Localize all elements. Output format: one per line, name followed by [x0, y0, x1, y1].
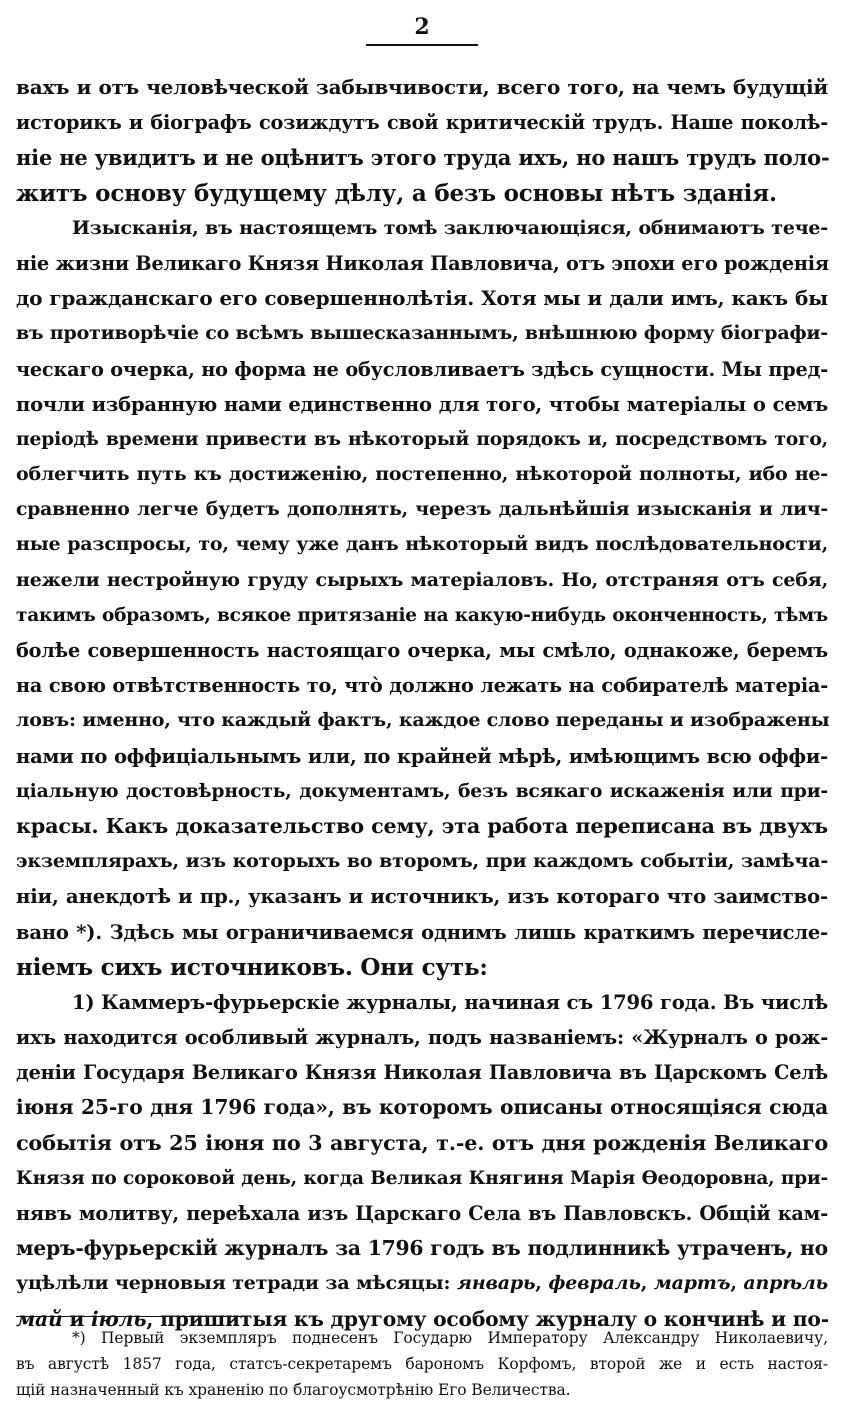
connector: и	[62, 1306, 92, 1331]
text-line: меръ-фурьерскій журналъ за 1796 годъ въ подлинникѣ утраченъ, но	[16, 1236, 828, 1261]
italic-month: январь	[456, 1272, 536, 1295]
text-line: до гражданскаго его совершеннолѣтія. Хотя мы и дали имъ, какъ бы	[16, 286, 828, 311]
italic-month: іюль	[91, 1306, 147, 1331]
italic-month: февраль	[548, 1272, 641, 1295]
footnote-line: щій назначенный къ храненію по благоусмотрѣнію Его Величества.	[16, 1381, 571, 1399]
text-line: событія отъ 25 іюня по 3 августа, т.-е. отъ дня рожденія Великаго	[16, 1130, 828, 1155]
text-line: житъ основу будущему дѣлу, а безъ основы нѣтъ зданія.	[16, 179, 777, 207]
document-page	[16, 0, 828, 1420]
text-line: ніе не увидитъ и не оцѣнитъ этого труда ихъ, но нашъ трудъ поло-	[16, 145, 830, 171]
text-line: облегчить путь къ достиженію, постепенно, нѣкоторой полноты, ибо не-	[16, 463, 828, 486]
text-line: ніи, анекдотѣ и пр., указанъ и источникъ, изъ котораго что заимство-	[16, 884, 828, 909]
text-line: періодѣ времени привести въ нѣкоторый порядокъ и, посредствомъ того,	[16, 427, 828, 450]
text-line: ніемъ сихъ источниковъ. Они суть:	[16, 953, 488, 981]
header-rule	[366, 44, 478, 46]
text-line: Князя по сороковой день, когда Великая Княгиня Марія Ѳеодоровна, при-	[16, 1167, 828, 1189]
italic-month: май	[16, 1306, 63, 1331]
paragraph-2	[16, 211, 828, 985]
text-line: нами по оффиціальнымъ или, по крайней мѣрѣ, имѣющимъ всю оффи-	[16, 744, 828, 768]
text-line: почли избранную нами единственно для того, чтобы матеріалы о семъ	[16, 392, 828, 416]
text-line: деніи Государя Великаго Князя Николая Павловича въ Царскомъ Селѣ	[16, 1061, 828, 1085]
text-line: ные разспросы, то, чему уже данъ нѣкоторый видъ послѣдовательности,	[16, 533, 828, 556]
connector: ,	[535, 1272, 549, 1295]
text-line: ихъ находится особливый журналъ, подъ названіемъ: «Журналъ о рож-	[16, 1026, 828, 1050]
italic-month: апрѣль	[743, 1272, 828, 1295]
italic-month: мартъ	[653, 1272, 731, 1295]
text-line-months-lead	[16, 1266, 828, 1301]
text-line: такимъ образомъ, всякое притязаніе на какую-нибудь оконченность, тѣмъ	[16, 604, 828, 626]
text-fragment: , пришитыя къ другому особому журналу о кончинѣ и по-	[146, 1306, 829, 1331]
text-line: историкъ и біографъ созиждутъ свой критическій трудъ. Наше поколѣ-	[16, 111, 828, 135]
text-line: въ противорѣчіе со всѣмъ вышесказаннымъ, внѣшнюю форму біографи-	[16, 322, 828, 345]
footnote-rule	[16, 1316, 248, 1317]
footnote-line: въ августѣ 1857 года, статсъ-секретаремъ барономъ Корфомъ, второй же и есть настоя-	[16, 1355, 828, 1373]
text-line: іюня 25-го дня 1796 года», въ которомъ описаны относящіяся сюда	[16, 1095, 828, 1120]
footnote	[16, 1325, 828, 1403]
paragraph-3	[16, 985, 828, 1337]
paragraph-1	[16, 70, 828, 211]
text-line: вахъ и отъ человѣческой забывчивости, всего того, на чемъ будущій	[16, 75, 828, 99]
text-line: нежели нестройную груду сырыхъ матеріаловъ. Но, отстраняя отъ себя,	[16, 568, 828, 591]
footnote-line: *) Первый экземпляръ поднесенъ Государю Императору Александру Николаевичу,	[72, 1329, 828, 1347]
text-line: сравненно легче будетъ дополнять, черезъ дальнѣйшія изысканія и лич-	[16, 498, 828, 521]
text-line: экземплярахъ, изъ которыхъ во второмъ, при каждомъ событіи, замѣча-	[16, 850, 828, 873]
page-number: 2	[414, 14, 430, 40]
connector: ,	[640, 1272, 654, 1295]
text-line: ніе жизни Великаго Князя Николая Павловича, отъ эпохи его рожденія	[16, 251, 829, 275]
text-line: ловъ: именно, что каждый фактъ, каждое слово переданы и изображены	[16, 709, 830, 732]
text-line: ціальную достовѣрность, документамъ, безъ всякаго искаженія или при-	[16, 779, 828, 802]
text-line: болѣе совершенность настоящаго очерка, мы смѣло, однакоже, беремъ	[16, 639, 828, 662]
text-line: на свою отвѣтственность то, что̀ должно лежать на собирателѣ матеріа-	[16, 674, 828, 698]
text-line: нявъ молитву, переѣхала изъ Царскаго Села въ Павловскъ. Общій кам-	[16, 1202, 828, 1225]
text-line: Изысканія, въ настоящемъ томѣ заключающіяся, обнимаютъ тече-	[72, 216, 828, 239]
text-line: красы. Какъ доказательство сему, эта работа переписана въ двухъ	[16, 813, 828, 838]
text-line: 1) Каммеръ-фурьерскіе журналы, начиная съ 1796 года. Въ числѣ	[72, 990, 828, 1014]
text-line: ческаго очерка, но форма не обусловливаетъ здѣсь сущности. Мы пред-	[16, 357, 828, 381]
connector: ,	[730, 1272, 744, 1295]
body-text	[16, 70, 828, 1337]
text-fragment: уцѣлѣли черновыя тетради за мѣсяцы:	[16, 1272, 451, 1295]
text-line: вано *). Здѣсь мы ограничиваемся однимъ лишь краткимъ перечисле-	[16, 920, 828, 944]
